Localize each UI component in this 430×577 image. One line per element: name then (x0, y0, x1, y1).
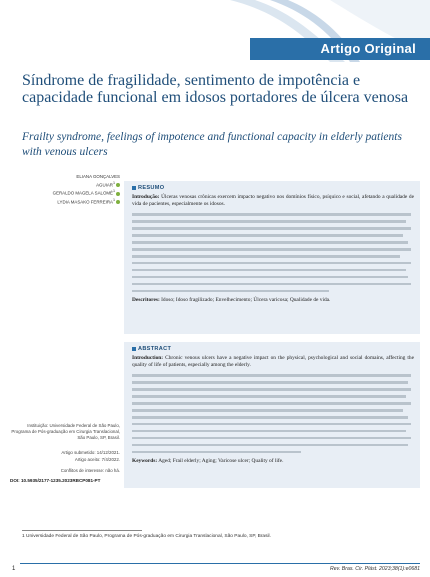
abstract-text: Introduction: Chronic venous ulcers have a negative impact on the physical, psychological and social domains, affecting the quality of life of patients, especially among the elderly. (132, 355, 414, 369)
article-type-label: Artigo Original (250, 38, 430, 60)
orcid-icon[interactable] (116, 183, 120, 187)
conflicts-note: Conflitos de interesse: não há. (60, 468, 120, 473)
doi-link[interactable]: DOI: 10.5935/2177-1235.2023RBCP081-PT (10, 478, 101, 483)
title-portuguese: Síndrome de fragilidade, sentimento de impotência e capacidade funcional em idosos portadores de úlcera venosa (22, 72, 409, 106)
abstract-box (124, 342, 420, 488)
square-bullet-icon (132, 347, 136, 351)
author-name: ELIANA GONÇALVES (76, 174, 120, 179)
orcid-icon[interactable] (116, 200, 120, 204)
submission-date: Artigo submetido: 14/12/2021. (61, 450, 120, 455)
author-list (10, 174, 120, 205)
page-number: 1 (12, 566, 16, 572)
footer-divider (20, 563, 420, 564)
author-name: AGUIAR$^1$ (10, 180, 120, 188)
resumo-box (124, 181, 420, 334)
orcid-icon[interactable] (116, 192, 120, 196)
abstract-body-lines (132, 374, 414, 453)
abstract-keywords: Keywords: Aged; Frail elderly; Aging; Varicose ulcer; Quality of life. (132, 458, 284, 465)
resumo-body-lines (132, 213, 414, 292)
abstract-heading: ABSTRACT (132, 346, 414, 353)
page-header (0, 0, 430, 62)
author-name: LYDIA MASAKO FERREIRA$^1$ (10, 197, 120, 205)
resumo-text: Introdução: Úlceras venosas crônicas exercem impacto negativo nos domínios físico, psíquico e social, afetando a qualidade de vida de pacientes, especialmente os idosos. (132, 194, 414, 208)
title-english: Frailty syndrome, feelings of impotence and functional capacity in elderly patients with venous ulcers (22, 131, 402, 158)
footnote: 1 Universidade Federal de São Paulo, Programa de Pós-graduação em Cirurgia Translacional, São Paulo, SP, Brasil. (22, 534, 271, 539)
journal-citation: Rev. Bras. Cir. Plást. 2023;38(1):e0681 (330, 566, 420, 572)
footnote-divider (22, 530, 142, 531)
acceptance-date: Artigo aceito: 7/4/2022. (74, 457, 120, 462)
resumo-heading: RESUMO (132, 185, 414, 192)
resumo-descriptors: Descritores: Idoso; Idoso fragilizado; Envelhecimento; Úlcera varicosa; Qualidade de vida. (132, 297, 331, 304)
author-name: GERALDO MAGELA SALOMÉ$^1$ (10, 188, 120, 196)
institution-note: Instituição: Universidade Federal de São Paulo, Programa de Pós-graduação em Cirurgia Translacional, São Paulo, SP, Brasil. (11, 423, 120, 440)
square-bullet-icon (132, 186, 136, 190)
